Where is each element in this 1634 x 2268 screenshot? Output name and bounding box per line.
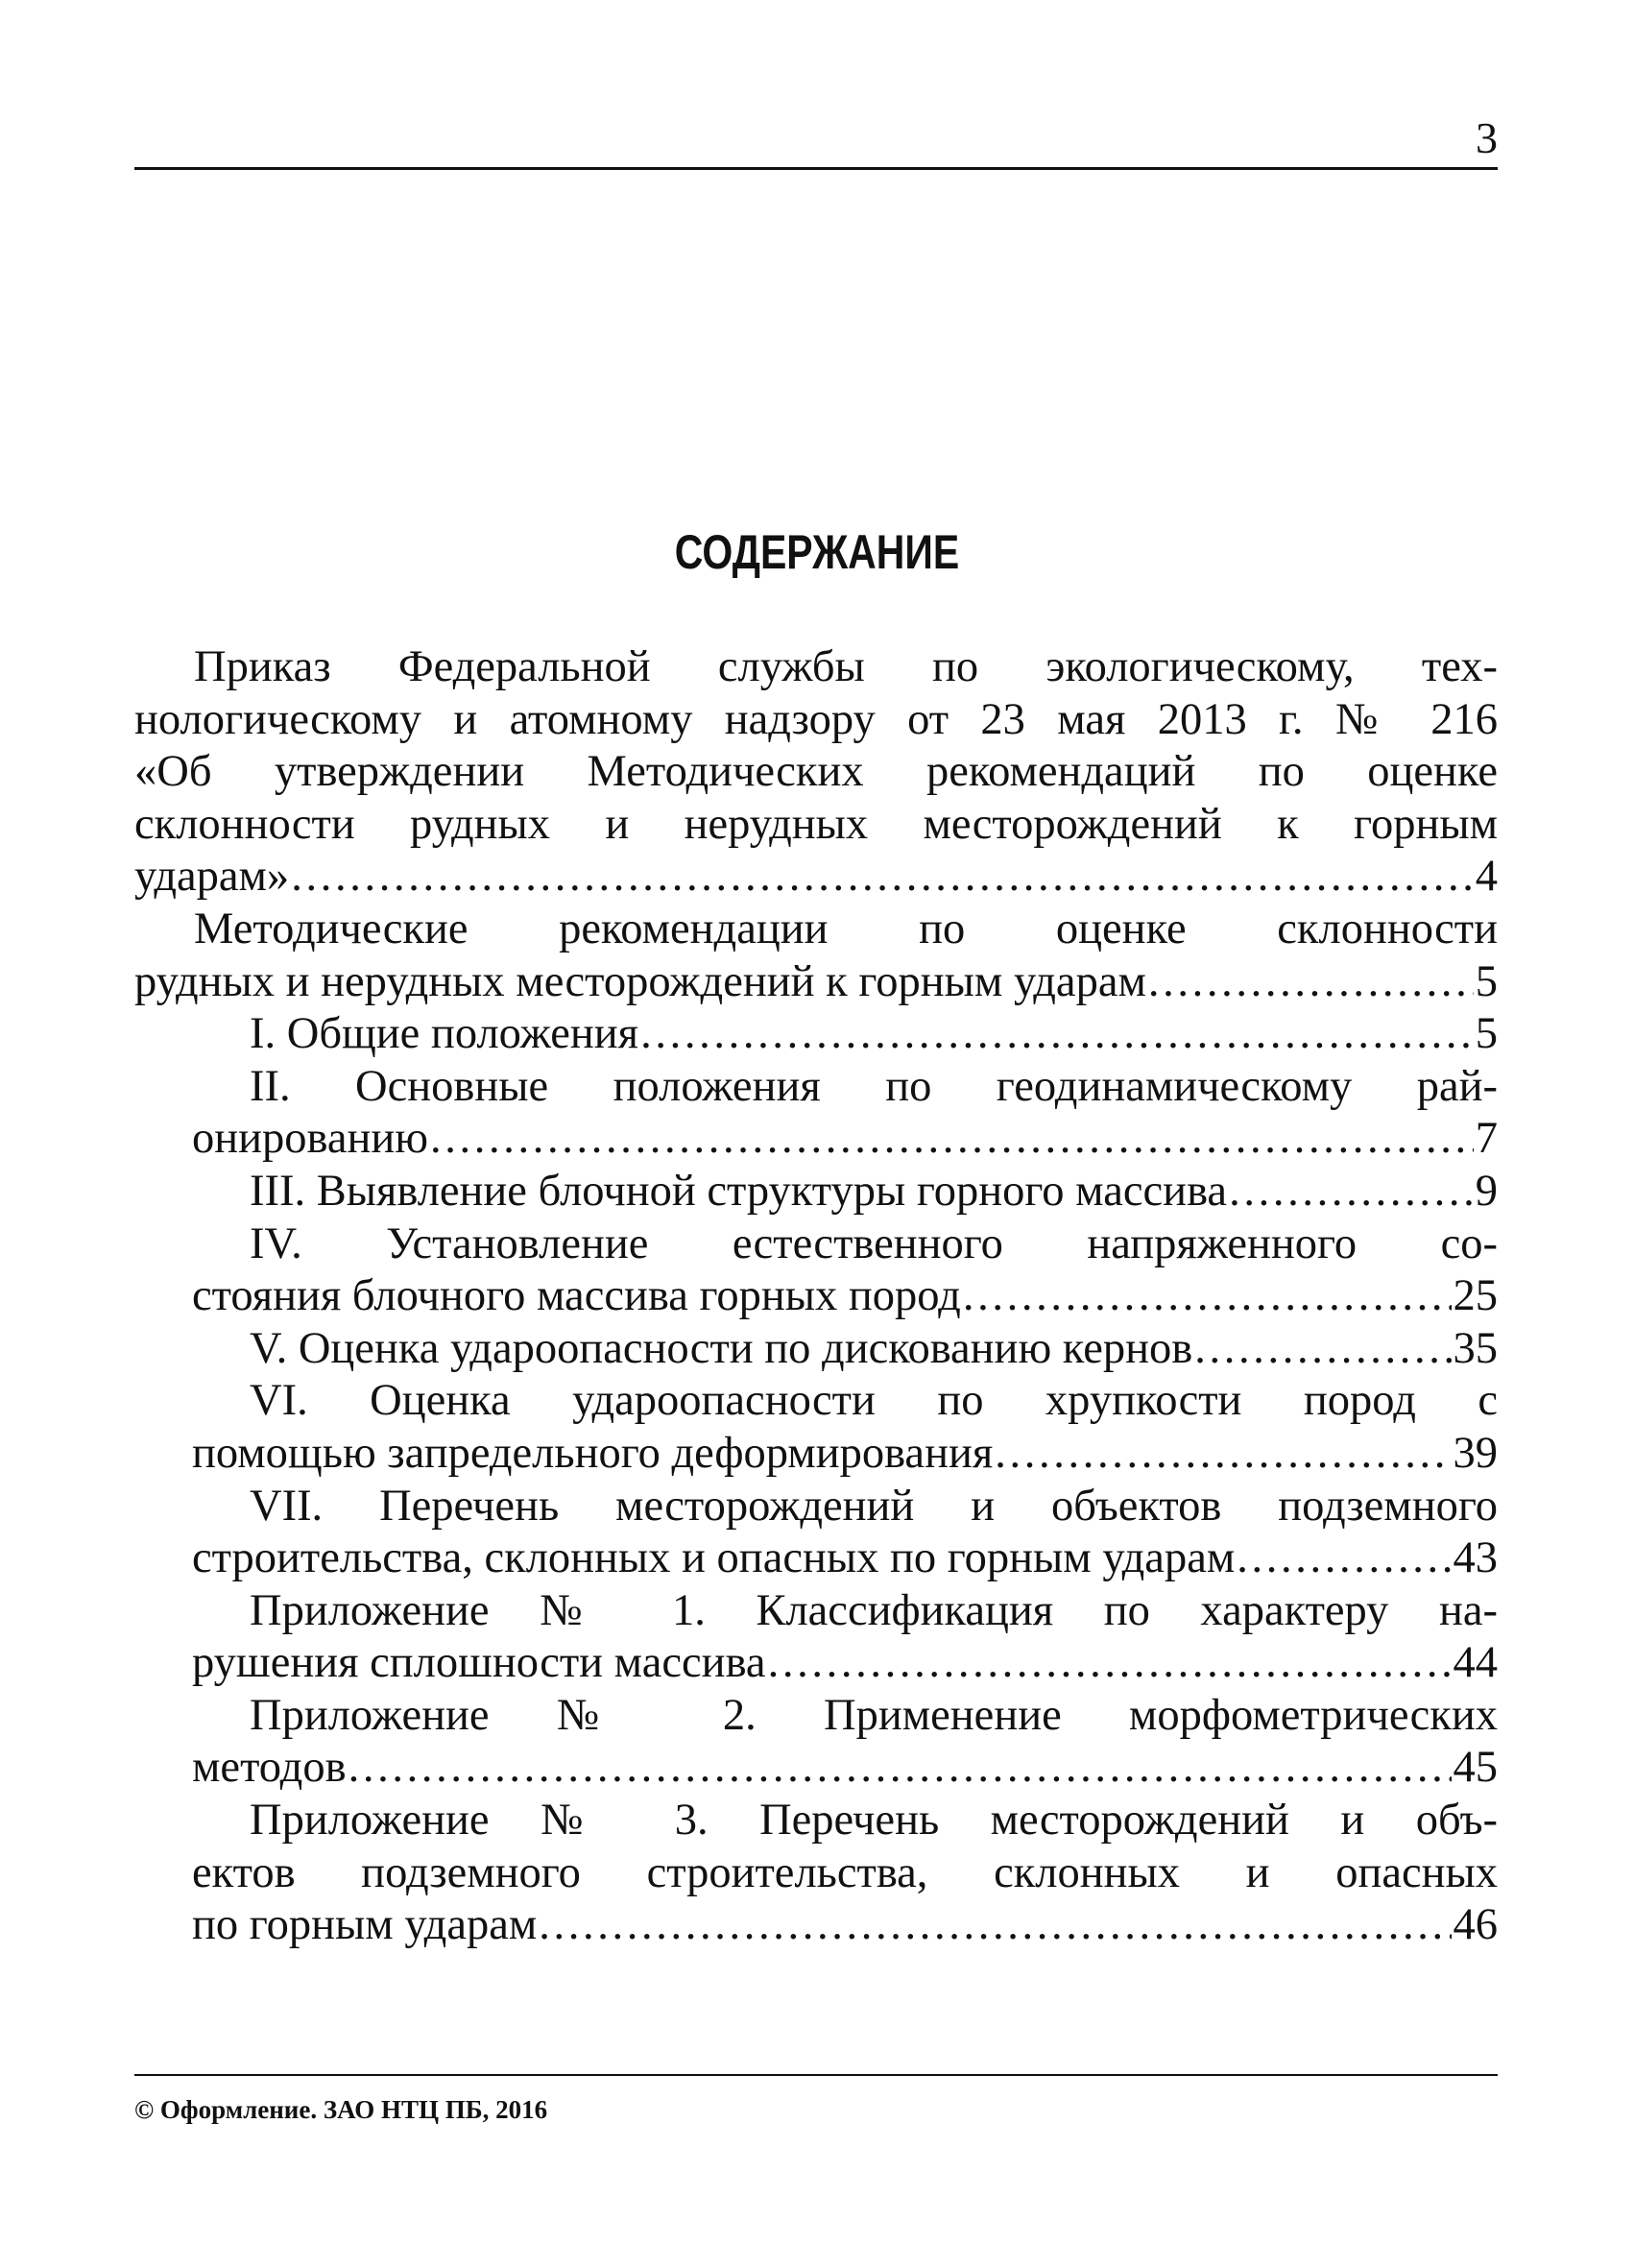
toc-entry: [134, 904, 1498, 1008]
toc-leader-dots: [1229, 1166, 1474, 1218]
toc-entry: [134, 1061, 1498, 1166]
toc-leader-dots: [1194, 1323, 1451, 1376]
toc-entry-line: Приказ Федеральной службы по экологическому, тех-: [194, 642, 1498, 691]
toc-page-number: 9: [1475, 1166, 1498, 1216]
toc-entry-line: ектов подземного строительства, склонных и опасных: [192, 1847, 1498, 1897]
toc-page-number: 7: [1475, 1114, 1498, 1164]
header-rule: [134, 167, 1498, 170]
toc-page-number: 5: [1475, 956, 1498, 1006]
toc-entry-final-line: [134, 851, 1498, 904]
toc-entry-final-line: [192, 1742, 1498, 1795]
toc-entry-line: нологическому и атомному надзору от 23 мая 2013 г. № 216: [134, 694, 1498, 744]
toc-entry-final-line: [192, 1532, 1498, 1585]
toc-leader-dots: [995, 1428, 1451, 1481]
toc-entry: [134, 1323, 1498, 1376]
toc-leader-dots: [640, 1008, 1474, 1061]
toc-leader-dots: [348, 1742, 1452, 1795]
toc-entry-text: строительства, склонных и опасных по горным ударам: [192, 1533, 1236, 1583]
toc-entry: [134, 1218, 1498, 1323]
toc-entry: [134, 1166, 1498, 1218]
toc-page-number: 43: [1453, 1533, 1498, 1583]
page-title: СОДЕРЖАНИЕ: [674, 525, 960, 579]
toc-entry-text: стояния блочного массива горных пород: [192, 1271, 961, 1321]
toc-page-number: 25: [1453, 1271, 1498, 1321]
toc-entry-line: «Об утверждении Методических рекомендаций по оценке: [134, 747, 1498, 797]
toc-page-number: 44: [1453, 1638, 1498, 1688]
toc-page-number: 46: [1453, 1900, 1498, 1950]
toc-entry: [134, 1375, 1498, 1480]
footer-rule: [134, 2074, 1498, 2076]
toc-page-number: 39: [1453, 1428, 1498, 1478]
copyright-footer: © Оформление. ЗАО НТЦ ПБ, 2016: [134, 2095, 548, 2124]
toc-entry: [134, 641, 1498, 904]
toc-leader-dots: [291, 851, 1474, 904]
toc-page-number: 35: [1453, 1323, 1498, 1373]
toc-entry-line: Приложение № 2. Применение морфометрических: [250, 1690, 1498, 1740]
table-of-contents: [134, 641, 1498, 1952]
toc-page-number: 4: [1475, 852, 1498, 902]
toc-page-number: 45: [1453, 1743, 1498, 1793]
toc-entry-text: V. Оценка удароопасности по дискованию кернов: [250, 1323, 1193, 1373]
toc-entry: [134, 1690, 1498, 1795]
toc-entry-text: ударам»: [134, 852, 290, 902]
toc-leader-dots: [539, 1899, 1451, 1952]
toc-entry-final-line: [192, 1323, 1498, 1376]
toc-entry-final-line: [192, 1113, 1498, 1166]
toc-entry-line: II. Основные положения по геодинамическому рай-: [250, 1061, 1498, 1111]
toc-page-number: 5: [1475, 1009, 1498, 1059]
toc-leader-dots: [1237, 1532, 1451, 1585]
toc-leader-dots: [768, 1637, 1452, 1690]
toc-entry-final-line: [192, 1428, 1498, 1481]
toc-entry: [134, 1795, 1498, 1952]
toc-entry-text: рудных и нерудных месторождений к горным ударам: [134, 956, 1146, 1006]
toc-entry-final-line: [192, 1166, 1498, 1218]
toc-leader-dots: [430, 1113, 1474, 1166]
toc-entry-text: онированию: [192, 1114, 429, 1164]
toc-entry-line: склонности рудных и нерудных месторождений к горным: [134, 799, 1498, 849]
page-number: 3: [1476, 113, 1498, 162]
toc-entry-text: помощью запредельного деформирования: [192, 1428, 994, 1478]
toc-entry-line: VII. Перечень месторождений и объектов подземного: [250, 1481, 1498, 1531]
toc-entry-text: по горным ударам: [192, 1900, 538, 1950]
toc-entry-final-line: [192, 1899, 1498, 1952]
toc-entry: [134, 1585, 1498, 1690]
toc-entry-text: III. Выявление блочной структуры горного массива: [250, 1166, 1228, 1216]
toc-entry-line: IV. Установление естественного напряженного со-: [250, 1218, 1498, 1268]
toc-entry-final-line: [192, 1637, 1498, 1690]
toc-entry-line: Приложение № 1. Классификация по характеру на-: [250, 1585, 1498, 1635]
toc-entry: [134, 1481, 1498, 1585]
toc-entry-line: Методические рекомендации по оценке склонности: [194, 904, 1498, 953]
toc-entry-line: VI. Оценка удароопасности по хрупкости пород с: [250, 1376, 1498, 1426]
toc-leader-dots: [1148, 956, 1474, 1009]
toc-entry-final-line: [192, 1008, 1498, 1061]
toc-entry-text: рушения сплошности массива: [192, 1638, 766, 1688]
toc-entry-text: I. Общие положения: [250, 1009, 639, 1059]
toc-entry-line: Приложение № 3. Перечень месторождений и объ-: [250, 1796, 1498, 1846]
toc-entry-text: методов: [192, 1743, 347, 1793]
toc-entry: [134, 1008, 1498, 1061]
toc-entry-final-line: [192, 1270, 1498, 1323]
toc-entry-final-line: [134, 956, 1498, 1009]
toc-leader-dots: [963, 1270, 1452, 1323]
